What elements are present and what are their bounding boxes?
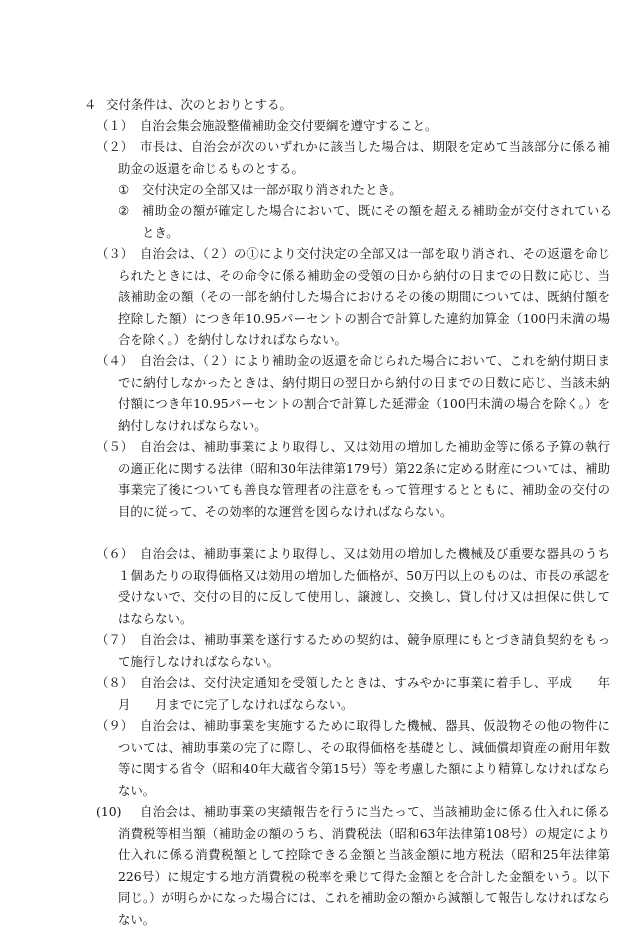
clause-text: 自治会は、補助事業により取得し、又は効用の増加した補助金等に係る予算の執行の適正化に関する法律（昭和30年法律第179号）第22条に定める財産については、補助事業完了後についても善良な管理者の注意をもって管理するとともに、補助金の交付の目的に従って、その効率的な運営を図らなければならない。 bbox=[118, 439, 610, 519]
subclause-label: ① bbox=[118, 182, 130, 197]
section-heading bbox=[84, 94, 584, 116]
clause-text: 自治会は、交付決定通知を受領したときは、すみやかに事業に着手し、平成 年 月 月までに完了しなければならない。 bbox=[118, 675, 623, 712]
subclause-text: 交付決定の全部又は一部が取り消されたとき。 bbox=[142, 182, 402, 197]
clause-4 bbox=[96, 350, 610, 436]
section-number: ４ bbox=[84, 97, 97, 112]
subclause-1 bbox=[118, 179, 612, 201]
clause-6 bbox=[96, 543, 610, 629]
clause-label: （２） bbox=[96, 139, 134, 154]
clause-text: 自治会は、（２）の①により交付決定の全部又は一部を取り消され、その返還を命じられたときには、その命令に係る補助金の受領の日から納付の日までの日数に応じ、当該補助金の額（その一部を納付した場合におけるその後の期間については、既納付額を控除した額）につき年10.95パーセントの割合で計算した違約加算金（100円未満の場合を除く。）を納付しなければならない。 bbox=[118, 246, 610, 347]
clause-3 bbox=[96, 243, 610, 351]
clause-text: 自治会は、補助事業により取得し、又は効用の増加した機械及び重要な器具のうち１個あたりの取得価格又は効用の増加した価格が、50万円以上のものは、市長の承認を受けないで、交付の目的に反して使用し、譲渡し、交換し、貸し付け又は担保に供してはならない。 bbox=[118, 546, 610, 626]
clause-label: （４） bbox=[96, 353, 134, 368]
clause-9 bbox=[96, 715, 610, 801]
subclause-label: ② bbox=[118, 203, 130, 218]
clause-label: （８） bbox=[96, 675, 134, 690]
clause-label: （６） bbox=[96, 546, 134, 561]
clause-text: 市長は、自治会が次のいずれかに該当した場合は、期限を定めて当該部分に係る補助金の返還を命じるものとする。 bbox=[118, 139, 610, 176]
clause-text: 自治会は、補助事業を実施するために取得した機械、器具、仮設物その他の物件については、補助事業の完了に際し、その取得価格を基礎とし、減価償却資産の耐用年数等に関する省令（昭和40年大蔵省令第15号）等を考慮した額により精算しなければならない。 bbox=[118, 718, 610, 798]
clause-text: 自治会は、補助事業の実績報告を行うに当たって、当該補助金に係る仕入れに係る消費税等相当額（補助金の額のうち、消費税法（昭和63年法律第108号）の規定により仕入れに係る消費税額として控除できる金額と当該金額に地方税法（昭和25年法律第226号）に規定する地方消費税の税率を乗じて得た金額とを合計した金額をいう。以下同じ。）が明らかになった場合には、これを補助金の額から減額して報告しなければならない。 bbox=[118, 804, 610, 927]
clause-7 bbox=[96, 629, 610, 672]
clause-2 bbox=[96, 136, 610, 179]
clause-label: (10) bbox=[96, 804, 122, 819]
clause-10 bbox=[96, 801, 610, 930]
subclause-2 bbox=[118, 200, 612, 243]
clause-label: （３） bbox=[96, 246, 134, 261]
clause-label: （１） bbox=[96, 118, 134, 133]
subclause-text: 補助金の額が確定した場合において、既にその額を超える補助金が交付されているとき。 bbox=[142, 203, 612, 240]
clause-text: 自治会集会施設整備補助金交付要綱を遵守すること。 bbox=[140, 118, 438, 133]
clause-label: （７） bbox=[96, 632, 134, 647]
clause-text: 自治会は、（２）により補助金の返還を命じられた場合において、これを納付期日までに納付しなかったときは、納付期日の翌日から納付の日までの日数に応じ、当該未納付額につき年10.95パーセントの割合で計算した延滞金（100円未満の場合を除く。）を納付しなければならない。 bbox=[118, 353, 610, 433]
clause-text: 自治会は、補助事業を遂行するための契約は、競争原理にもとづき請負契約をもって施行しなければならない。 bbox=[118, 632, 610, 669]
clause-label: （５） bbox=[96, 439, 134, 454]
clause-1 bbox=[96, 115, 610, 137]
clause-label: （９） bbox=[96, 718, 134, 733]
section-title: 交付条件は、次のとおりとする。 bbox=[106, 97, 292, 112]
clause-5 bbox=[96, 436, 610, 522]
clause-8 bbox=[96, 672, 623, 715]
